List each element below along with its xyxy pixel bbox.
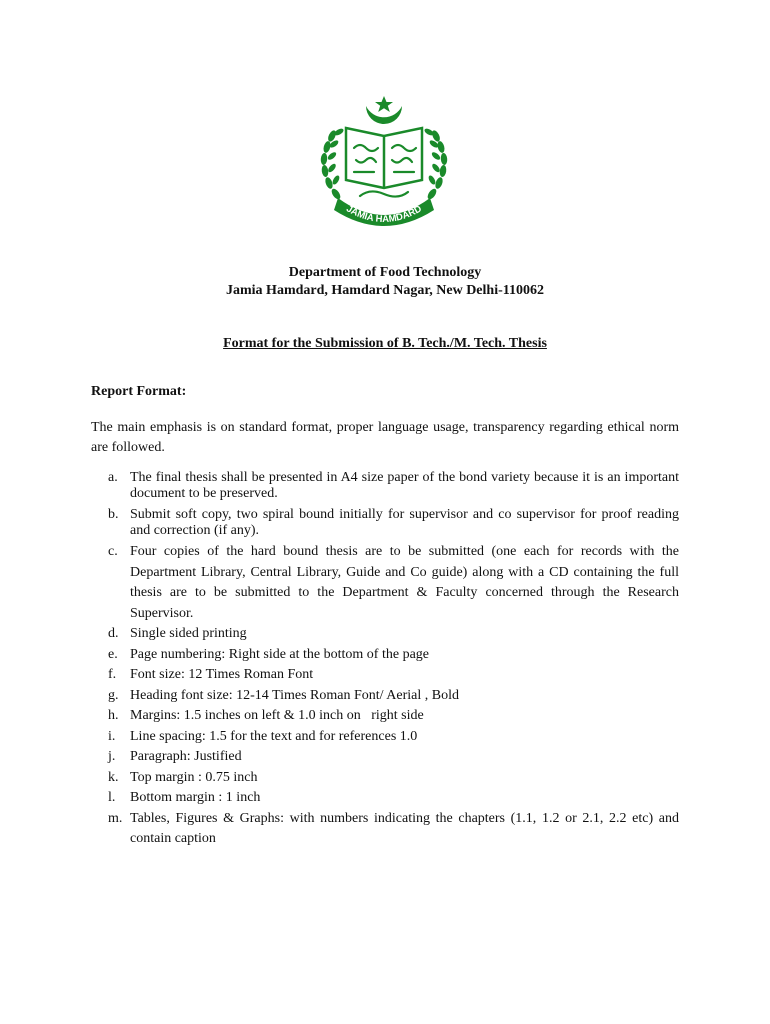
list-item-text: Submit soft copy, two spiral bound initially for supervisor and co supervisor for proof reading and correction (if any). (130, 507, 679, 538)
university-emblem-icon (316, 92, 452, 228)
list-marker: b. (108, 507, 119, 522)
intro-paragraph: The main emphasis is on standard format, proper language usage, transparency regarding ethical norm are followed. (91, 420, 679, 455)
list-item-text: Margins: 1.5 inches on left & 1.0 inch on right side (130, 708, 424, 723)
list-item (91, 470, 679, 502)
document-title: Format for the Submission of B. Tech./M. Tech. Thesis (223, 336, 547, 351)
list-item-text: Font size: 12 Times Roman Font (130, 667, 314, 682)
list-item-text: Line spacing: 1.5 for the text and for references 1.0 (130, 728, 418, 744)
logo-text: JAMIA HAMDARD (344, 203, 424, 226)
list-item-text: The final thesis shall be presented in A4 size paper of the bond variety because it is an important document to be preserved. (130, 470, 679, 501)
list-item (91, 645, 679, 666)
format-requirements-list (91, 470, 679, 850)
list-marker: h. (108, 708, 119, 723)
list-item (91, 768, 679, 789)
list-marker: l. (108, 790, 116, 805)
list-item-text: Tables, Figures & Graphs: with numbers indicating the chapters (1.1, 1.2 or 2.1, 2.2 etc) and contain caption (130, 810, 679, 846)
list-item (91, 706, 679, 727)
list-item-text: Four copies of the hard bound thesis are to be submitted (one each for records with the Department Library, Central Library, Guide and Co guide) along with a CD containing the full thesis are to be submitted to the Department & Faculty concerned through the Research Supervisor. (130, 544, 679, 621)
list-item (91, 665, 679, 686)
list-marker: f. (108, 667, 117, 682)
list-marker: e. (108, 646, 118, 662)
list-item-text: Page numbering: Right side at the bottom of the page (130, 646, 429, 662)
list-marker: g. (108, 687, 119, 703)
list-item (91, 507, 679, 539)
list-item (91, 542, 679, 624)
list-marker: j. (108, 749, 116, 764)
list-marker: d. (108, 626, 119, 641)
list-marker: a. (108, 470, 118, 485)
list-item (91, 686, 679, 707)
report-format-heading: Report Format: (91, 384, 187, 399)
list-item-text: Heading font size: 12-14 Times Roman Font/ Aerial , Bold (130, 687, 459, 703)
department-name: Department of Food Technology (288, 265, 482, 280)
list-item (91, 788, 679, 809)
list-item (91, 809, 679, 850)
list-item-text: Single sided printing (130, 626, 247, 641)
list-item-text: Bottom margin : 1 inch (130, 790, 261, 805)
list-item (91, 747, 679, 768)
list-item (91, 727, 679, 748)
list-marker: c. (108, 544, 118, 559)
list-marker: k. (108, 769, 119, 785)
list-item (91, 624, 679, 645)
list-item-text: Top margin : 0.75 inch (130, 769, 258, 785)
list-marker: m. (108, 810, 123, 826)
university-address: Jamia Hamdard, Hamdard Nagar, New Delhi-110062 (226, 283, 544, 298)
list-item-text: Paragraph: Justified (130, 749, 242, 764)
list-marker: i. (108, 728, 116, 744)
